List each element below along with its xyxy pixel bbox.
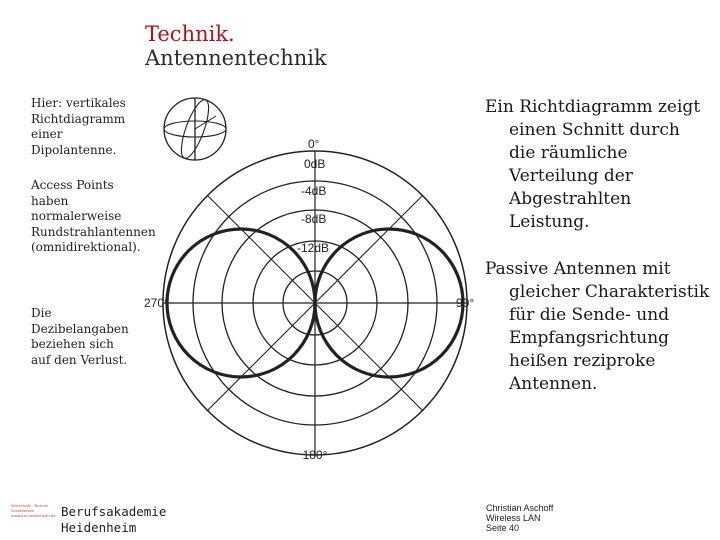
angle-label-bottom: 180° (302, 448, 328, 462)
angle-label-right: 90° (456, 296, 475, 310)
radiation-pattern-diagram (140, 135, 490, 463)
paragraph-definition: Ein Richtdiagramm zeigt einen Schnitt durch die räumliche Verteilung der Abgestrahlten Leistung. (485, 97, 701, 232)
ring-label-0db: 0dB (304, 157, 326, 171)
logo-line-3: www.ba-heidenheim.de (11, 513, 56, 518)
ring-label-8db: -8dB (301, 212, 327, 226)
institution-line-2: Heidenheim (61, 520, 137, 535)
text-definition (485, 96, 710, 234)
side-note-diagram-type: Hier: vertikales Richtdiagramm einer Dipolantenne. (31, 96, 126, 157)
footer-page-number: Seite 40 (486, 523, 520, 533)
institution-name (61, 504, 166, 536)
logo-line-2: Sozialwesen (11, 508, 35, 513)
footer-info (486, 503, 553, 533)
text-reciprocal (485, 258, 710, 396)
logo-line-1: Wirtschaft · Technik (11, 503, 49, 508)
paragraph-reciprocal: Passive Antennen mit gleicher Charakteristik für die Sende- und Empfangsrichtung heißen reziproke Antennen. (485, 259, 710, 394)
institution-logo (11, 503, 56, 523)
institution-line-1: Berufsakademie (61, 504, 167, 519)
side-note-access-points: Access Points haben normalerweise Rundstrahlantennen (omnidirektional). (31, 178, 156, 254)
title-section: Technik. (145, 22, 235, 46)
angle-label-left: 270° (144, 296, 169, 310)
ring-label-12db: -12dB (297, 241, 330, 255)
side-note-decibel: Die Dezibelangaben beziehen sich auf den Verlust. (31, 306, 129, 367)
footer-course: Wireless LAN (486, 513, 541, 523)
angle-label-top: 0° (308, 137, 320, 151)
footer-author: Christian Aschoff (486, 503, 554, 513)
ring-label-4db: -4dB (301, 184, 327, 198)
title-topic: Antennentechnik (145, 46, 327, 70)
